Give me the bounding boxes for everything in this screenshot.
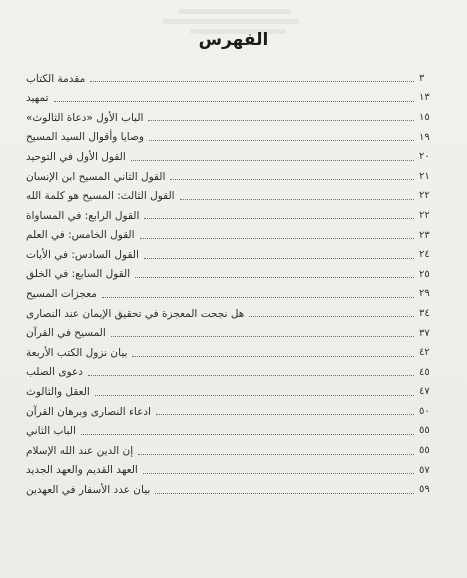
toc-entry-page-number: ٥٧ [419,464,430,476]
toc-entry-page-number: ٢٠ [419,151,430,163]
toc-entry-title: القول الرابع: في المساواة [26,209,140,222]
toc-entry-page-number: ٤٥ [419,366,430,378]
dot-leader [138,454,414,455]
toc-entry-page-number: ٢٥ [419,268,430,280]
toc-entry-page-number: ٥٩ [419,484,430,496]
toc-entry-title: العهد القديم والعهد الجديد [26,464,138,477]
toc-entry-page-number: ٣ [419,72,425,84]
toc-entry-page-number: ٤٢ [419,347,430,359]
toc-entry-title: مقدمة الكتاب [26,72,86,85]
toc-entry [26,206,439,226]
toc-entry-page-number: ٥٥ [419,425,430,437]
dot-leader [95,395,414,396]
dot-leader [170,179,414,180]
toc-entry [26,383,439,403]
toc-entry-title: بيان عدد الأسفار في العهدين [26,484,151,497]
toc-entry [26,304,439,324]
dot-leader [155,493,414,494]
toc-entry [26,441,439,461]
dot-leader [131,160,414,161]
toc-entry-page-number: ٢٢ [419,190,430,202]
toc-entry-page-number: ٤٧ [419,386,430,398]
toc-entry [26,187,439,207]
toc-entry-page-number: ٥٠ [419,405,430,417]
toc-entry-title: القول الثالث: المسيح هو كلمة الله [26,190,175,203]
dot-leader [88,375,414,376]
page-title: الفهرس [198,30,269,50]
dot-leader [81,434,414,435]
toc-entry [26,265,439,285]
dot-leader [54,101,414,102]
toc-entry [26,402,439,422]
dot-leader [90,81,414,82]
dot-leader [143,473,414,474]
toc-entry-page-number: ٥٥ [419,445,430,457]
toc-entry-page-number: ٢٣ [419,229,430,241]
toc-entry-page-number: ١٩ [419,131,430,143]
toc-entry-title: العقل والثالوث [26,386,90,399]
toc-entry-page-number: ٢٩ [419,288,430,300]
toc-entry-page-number: ١٣ [419,92,430,104]
toc-entry-page-number: ٢٤ [419,249,430,261]
toc-entry-title: القول الثاني المسيح ابن الإنسان [26,170,166,183]
toc-entry [26,324,439,344]
toc-entry [26,285,439,305]
toc-entry [26,363,439,383]
toc-entry-page-number: ٣٤ [419,307,430,319]
toc-entry [26,128,439,148]
toc-entry [26,89,439,109]
toc-entry-title: تمهيد [26,92,49,105]
toc-entry-title: القول الأول في التوحيد [26,150,126,163]
toc-entry-page-number: ٢٢ [419,209,430,221]
toc-entry-title: القول السادس: في الأيات [26,248,139,261]
toc-entry-page-number: ٣٧ [419,327,430,339]
toc-entry [26,167,439,187]
toc-entry [26,422,439,442]
toc-entry-title: ادعاء النصارى وبرهان القرآن [26,405,151,418]
toc-entry [26,69,439,89]
dot-leader [149,140,414,141]
dot-leader [140,238,414,239]
toc-entry-title: هل نجحت المعجزة في تحقيق الإيمان عند النصارى [26,307,245,320]
dot-leader [132,356,414,357]
toc-entry [26,461,439,481]
toc-entry-title: إن الدين عند الله الإسلام [26,444,134,457]
dot-leader [180,199,414,200]
dot-leader [144,218,414,219]
toc-entry-title: القول السابع: في الخلق [26,268,131,281]
table-of-contents [26,69,439,500]
dot-leader [135,277,414,278]
toc-entry-title: القول الخامس: في العلم [26,229,135,242]
toc-entry [26,480,439,500]
toc-entry-title: بيان نزول الكتب الأربعة [26,346,128,359]
dot-leader [111,336,414,337]
dot-leader [102,297,414,298]
toc-entry-title: وصايا وأقوال السيد المسيح [26,131,144,144]
toc-entry [26,108,439,128]
toc-entry [26,147,439,167]
toc-entry-page-number: ١٥ [419,111,430,123]
toc-entry [26,343,439,363]
toc-entry-title: المسيح في القرآن [26,327,106,340]
toc-entry-title: الباب الثاني [26,425,76,438]
dot-leader [249,316,414,317]
dot-leader [148,120,414,121]
toc-entry-title: دعوى الصلب [26,366,83,379]
toc-entry [26,226,439,246]
toc-entry-page-number: ٢١ [419,170,430,182]
dot-leader [144,258,414,259]
toc-entry-title: معجزات المسيح [26,288,97,301]
toc-entry [26,245,439,265]
dot-leader [156,414,414,415]
toc-entry-title: الباب الأول «دعاة الثالوث» [26,111,144,124]
